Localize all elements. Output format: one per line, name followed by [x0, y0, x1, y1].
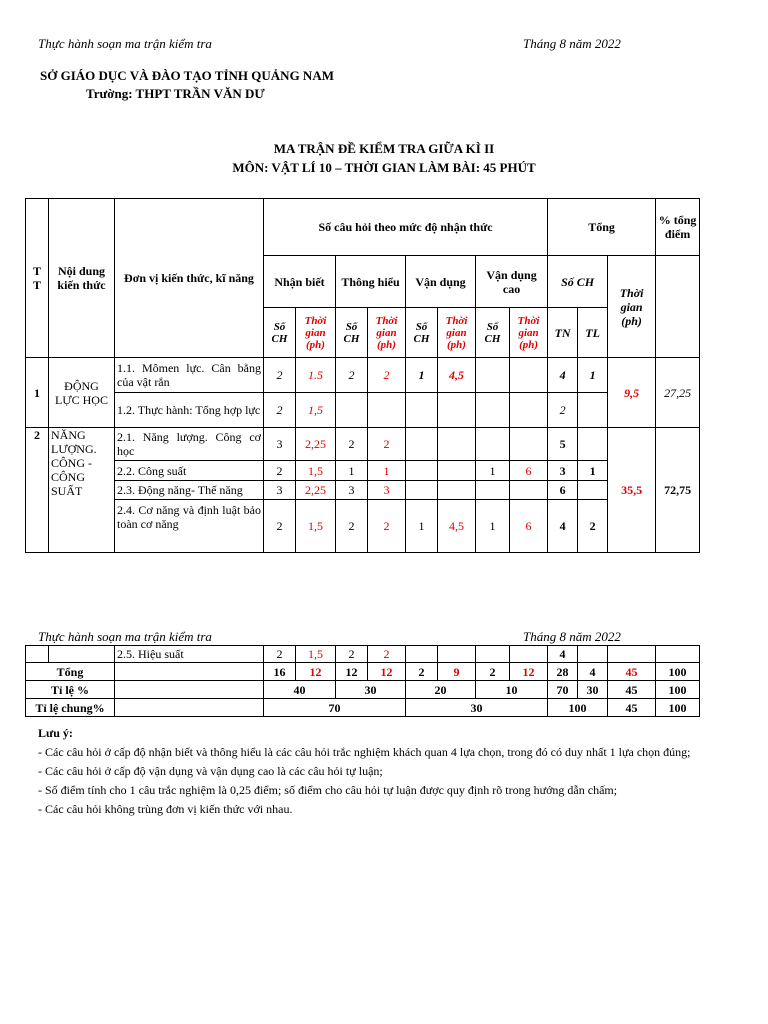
totals-row — [26, 663, 700, 681]
cell — [608, 646, 656, 663]
notes-block — [38, 724, 758, 819]
sub-so-ch: Số CH — [476, 308, 510, 358]
col-unit: Đơn vị kiến thức, kĩ năng — [115, 199, 264, 358]
sub-tg: Thời gian (ph) — [510, 308, 548, 358]
ratio-row — [26, 681, 700, 699]
cell: 70 — [548, 681, 578, 699]
cell: 1 — [476, 461, 510, 481]
page2-header-right: Tháng 8 năm 2022 — [523, 629, 621, 644]
cell: 20 — [406, 681, 476, 699]
cell: 1 — [578, 358, 608, 393]
sub-tl: TL — [578, 308, 608, 358]
sub-so-ch: Số CH — [336, 308, 368, 358]
sub-tg: Thời gian (ph) — [368, 308, 406, 358]
note-item: - Các câu hỏi ở cấp độ nhận biết và thông hiểu là các câu hỏi trắc nghiệm khách quan 4 lựa chọn, trong đó có duy nhất 1 lựa chọn đúng; — [38, 745, 691, 759]
sec1-tg: 9,5 — [608, 358, 656, 428]
head-vdc: Vận dụng cao — [476, 256, 548, 308]
ratio-label: Tỉ lệ % — [26, 681, 115, 699]
cell: 6 — [548, 481, 578, 500]
cell: 12 — [510, 663, 548, 681]
cell: 1 — [406, 358, 438, 393]
cell — [406, 461, 438, 481]
cell: 2 — [336, 428, 368, 461]
cell — [476, 481, 510, 500]
cell: 2 — [336, 646, 368, 663]
cell: 4,5 — [438, 358, 476, 393]
cell — [656, 646, 700, 663]
head-so-ch: Số CH — [548, 256, 608, 308]
cell: 2 — [368, 646, 406, 663]
cell — [578, 428, 608, 461]
note-item: - Các câu hỏi không trùng đơn vị kiến thức với nhau. — [38, 802, 293, 816]
col-total: Tổng — [548, 199, 656, 256]
cell: 9 — [438, 663, 476, 681]
cell — [406, 646, 438, 663]
cell — [438, 393, 476, 428]
school-name: Trường: THPT TRẦN VĂN DƯ — [86, 86, 265, 101]
cell: 4 — [548, 500, 578, 553]
cell: 2,25 — [296, 481, 336, 500]
sub-tg: Thời gian (ph) — [438, 308, 476, 358]
cell: 12 — [336, 663, 368, 681]
unit-cell: 2.5. Hiệu suất — [115, 646, 264, 663]
cell: 1,5 — [296, 500, 336, 553]
cell — [476, 428, 510, 461]
cell: 2 — [578, 500, 608, 553]
cell — [578, 481, 608, 500]
cell: 100 — [656, 663, 700, 681]
col-tt: T T — [26, 199, 49, 358]
cell: 16 — [264, 663, 296, 681]
sub-so-ch: Số CH — [264, 308, 296, 358]
cell: 2 — [548, 393, 578, 428]
cell: 70 — [264, 699, 406, 717]
cell: 1 — [336, 461, 368, 481]
cell: 45 — [608, 681, 656, 699]
cell: 100 — [656, 681, 700, 699]
cell — [49, 646, 115, 663]
cell — [510, 358, 548, 393]
cell — [510, 428, 548, 461]
head-vd: Vận dụng — [406, 256, 476, 308]
cell: 30 — [336, 681, 406, 699]
cell: 40 — [264, 681, 336, 699]
cell: 10 — [476, 681, 548, 699]
doc-subtitle: MÔN: VẬT LÍ 10 – THỜI GIAN LÀM BÀI: 45 PHÚT — [232, 160, 536, 175]
cell: 100 — [656, 699, 700, 717]
cell: 1.5 — [296, 358, 336, 393]
cell — [510, 393, 548, 428]
cell — [578, 393, 608, 428]
sub-tg: Thời gian (ph) — [296, 308, 336, 358]
col-content: Nội dung kiến thức — [49, 199, 115, 358]
cell: 45 — [608, 663, 656, 681]
cell — [368, 393, 406, 428]
col-pct: % tổng điểm — [656, 199, 700, 256]
cell: 2 — [476, 663, 510, 681]
sec2-pct: 72,75 — [656, 428, 700, 553]
note-item: - Số điểm tính cho 1 câu trắc nghiệm là 0,25 điểm; số điểm cho câu hỏi tự luận được quy định rõ trong hướng dẫn chấm; — [38, 783, 618, 797]
cell: 2 — [264, 646, 296, 663]
cell — [438, 428, 476, 461]
cell: 6 — [510, 500, 548, 553]
cell: 28 — [548, 663, 578, 681]
unit-cell: 2.4. Cơ năng và định luật bảo toàn cơ năng — [115, 500, 264, 553]
page-header-right: Tháng 8 năm 2022 — [523, 36, 621, 51]
org-name: SỞ GIÁO DỤC VÀ ĐÀO TẠO TỈNH QUẢNG NAM — [40, 68, 334, 83]
cell: 1,5 — [296, 646, 336, 663]
unit-cell: 1.1. Mômen lực. Cân bằng của vật rắn — [115, 358, 264, 393]
sub-so-ch: Số CH — [406, 308, 438, 358]
cell: 4 — [578, 663, 608, 681]
head-th: Thông hiểu — [336, 256, 406, 308]
sec2-tg: 35,5 — [608, 428, 656, 553]
cell — [510, 481, 548, 500]
cell: 30 — [406, 699, 548, 717]
cell: 2 — [368, 500, 406, 553]
cell — [115, 699, 264, 717]
cell: 2 — [368, 428, 406, 461]
cell: 30 — [578, 681, 608, 699]
cell — [476, 646, 510, 663]
table-row — [26, 358, 700, 393]
cell: 3 — [336, 481, 368, 500]
notes-title: Lưu ý: — [38, 726, 73, 740]
unit-cell: 2.2. Công suất — [115, 461, 264, 481]
cell: 12 — [296, 663, 336, 681]
cell: 3 — [264, 428, 296, 461]
cell: 2,25 — [296, 428, 336, 461]
cell: 1 — [406, 500, 438, 553]
cell: 2 — [368, 358, 406, 393]
table-row — [26, 500, 700, 553]
cell: 5 — [548, 428, 578, 461]
cell — [115, 681, 264, 699]
cell: 4 — [548, 358, 578, 393]
totals-label: Tổng — [26, 663, 115, 681]
doc-title: MA TRẬN ĐỀ KIỂM TRA GIỮA KÌ II — [273, 141, 495, 156]
cell: 2 — [264, 500, 296, 553]
cell: 4,5 — [438, 500, 476, 553]
cell: 2 — [336, 358, 368, 393]
cell: 3 — [264, 481, 296, 500]
cell — [438, 646, 476, 663]
cell: 1,5 — [296, 461, 336, 481]
ratio-all-row — [26, 699, 700, 717]
cell: 2 — [336, 500, 368, 553]
cell: 12 — [368, 663, 406, 681]
cell — [510, 646, 548, 663]
cell: 1 — [578, 461, 608, 481]
cell: 2 — [264, 393, 296, 428]
sec1-tt: 1 — [26, 358, 49, 428]
table-row — [26, 461, 700, 481]
page-header-left: Thực hành soạn ma trận kiểm tra — [38, 36, 212, 51]
cell — [406, 481, 438, 500]
head-tg: Thời gian (ph) — [608, 256, 656, 358]
cell — [438, 461, 476, 481]
cell — [406, 428, 438, 461]
cell: 4 — [548, 646, 578, 663]
cell: 1,5 — [296, 393, 336, 428]
page2-header-left: Thực hành soạn ma trận kiểm tra — [38, 629, 212, 644]
sec1-pct: 27,25 — [656, 358, 700, 428]
cell: 2 — [264, 358, 296, 393]
cell: 6 — [510, 461, 548, 481]
cell: 45 — [608, 699, 656, 717]
sec2-name: NĂNG LƯỢNG. CÔNG - CÔNG SUẤT — [49, 428, 115, 553]
cell — [476, 358, 510, 393]
sec2-tt: 2 — [26, 428, 49, 553]
unit-cell: 1.2. Thực hành: Tổng hợp lực — [115, 393, 264, 428]
cell — [578, 646, 608, 663]
cell — [476, 393, 510, 428]
unit-cell: 2.1. Năng lượng. Công cơ học — [115, 428, 264, 461]
cell: 1 — [476, 500, 510, 553]
cell — [438, 481, 476, 500]
note-item: - Các câu hỏi ở cấp độ vận dụng và vận dụng cao là các câu hỏi tự luận; — [38, 764, 383, 778]
matrix-table — [25, 198, 700, 553]
sec1-name: ĐỘNG LỰC HỌC — [49, 358, 115, 428]
head-pct-empty — [656, 256, 700, 358]
col-levels: Số câu hỏi theo mức độ nhận thức — [264, 199, 548, 256]
cell: 100 — [548, 699, 608, 717]
cell — [115, 663, 264, 681]
cell — [26, 646, 49, 663]
cell: 1 — [368, 461, 406, 481]
table-row — [26, 646, 700, 663]
cell: 2 — [406, 663, 438, 681]
ratio-all-label: Tỉ lệ chung% — [26, 699, 115, 717]
sub-tn: TN — [548, 308, 578, 358]
table-row — [26, 481, 700, 500]
head-nb: Nhận biết — [264, 256, 336, 308]
cell — [336, 393, 368, 428]
cell — [406, 393, 438, 428]
cell: 3 — [548, 461, 578, 481]
table-row — [26, 428, 700, 461]
matrix-table-continued — [25, 645, 700, 717]
cell: 3 — [368, 481, 406, 500]
table-row — [26, 393, 700, 428]
unit-cell: 2.3. Động năng- Thế năng — [115, 481, 264, 500]
cell: 2 — [264, 461, 296, 481]
